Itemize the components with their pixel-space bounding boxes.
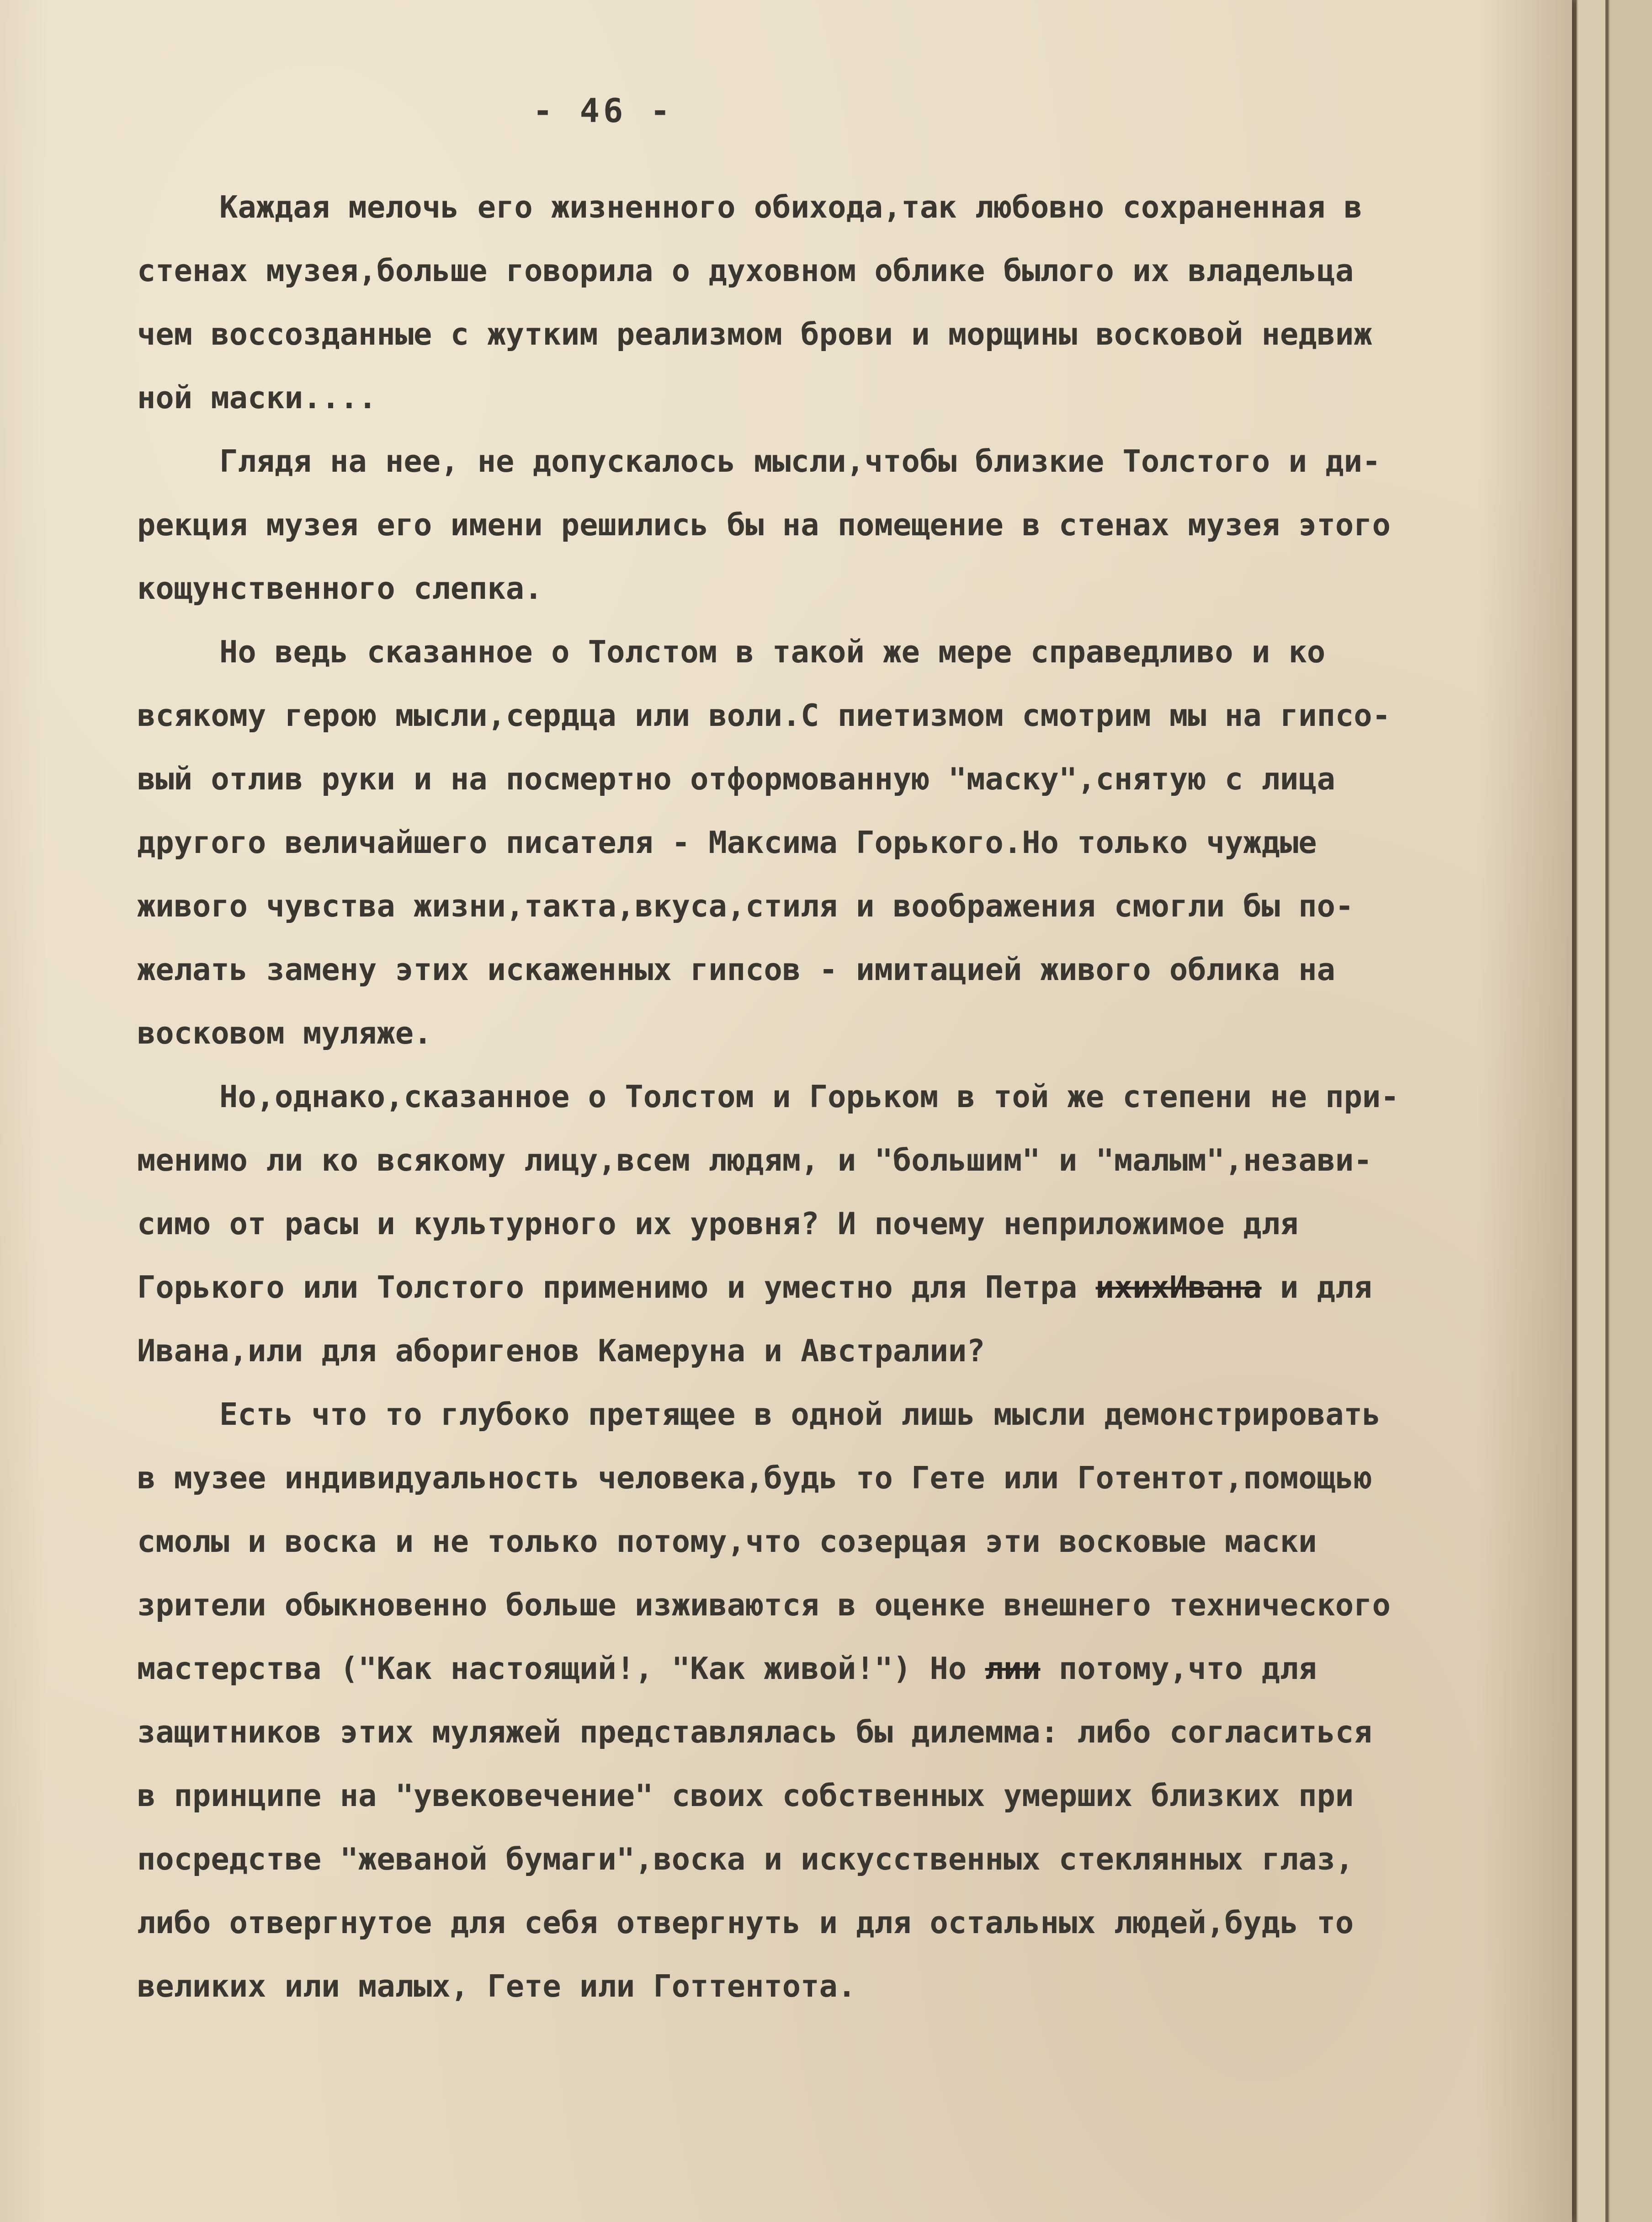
page-number: - 46 - (532, 91, 674, 130)
text-line: либо отвергнутое для себя отвергнуть и для остальных людей,будь то (137, 1905, 1354, 1940)
text-line: живого чувства жизни,такта,вкуса,стиля и воображения смогли бы по- (137, 888, 1354, 924)
text-line: в принципе на "увековечение" своих собственных умерших близких при (137, 1778, 1354, 1813)
text-line: чем воссозданные с жутким реализмом брови и морщины восковой недвиж (137, 316, 1372, 352)
text-line: желать замену этих искаженных гипсов - имитацией живого облика на (137, 952, 1335, 987)
text-line: менимо ли ко всякому лицу,всем людям, и "большим" и "малым",незави- (137, 1142, 1372, 1178)
underlying-sheet (1609, 0, 1652, 2222)
typed-text (137, 91, 1545, 2018)
text-line: великих или малых, Гете или Готтентота. (137, 1968, 856, 2004)
text-line: защитников этих муляжей представлялась бы дилемма: либо согласиться (137, 1714, 1372, 1750)
text-line: в музее индивидуальность человека,будь то Гете или Готентот,помощью (137, 1460, 1372, 1496)
text-line: всякому герою мысли,сердца или воли.С пиетизмом смотрим мы на гипсо- (137, 698, 1391, 733)
text-line: Но,однако,сказанное о Толстом и Горьком в той же степени не при- (219, 1079, 1399, 1114)
text-line: Есть что то глубоко претящее в одной лишь мысли демонстрировать (219, 1396, 1381, 1432)
text-line: Каждая мелочь его жизненного обихода,так любовно сохраненная в (219, 189, 1362, 225)
underlying-sheet (1577, 0, 1605, 2222)
text-line: мастерства ("Как настоящий!, "Как живой!") Но лии потому,что для (137, 1651, 1317, 1686)
text-line: посредстве "жеваной бумаги",воска и искусственных стеклянных глаз, (137, 1841, 1354, 1877)
text-line: кощунственного слепка. (137, 570, 543, 606)
paragraph (137, 430, 1545, 620)
paragraph (137, 176, 1545, 430)
paragraph (137, 1383, 1545, 2018)
text-line: вый отлив руки и на посмертно отформованную "маску",снятую с лица (137, 761, 1335, 797)
struck-out-word: ихихИвана (1095, 1269, 1262, 1305)
text-line: смолы и воска и не только потому,что созерцая эти восковые маски (137, 1524, 1317, 1559)
paragraph (137, 1065, 1545, 1383)
text-line: восковом муляже. (137, 1015, 432, 1051)
text-line: Ивана,или для аборигенов Камеруна и Австралии? (137, 1333, 985, 1369)
text-line: зрители обыкновенно больше изживаются в оценке внешнего технического (137, 1587, 1391, 1623)
body-text (137, 176, 1545, 2018)
text-line: рекция музея его имени решились бы на помещение в стенах музея этого (137, 507, 1391, 543)
text-line: Горького или Толстого применимо и уместно для Петра ихихИвана и для (137, 1269, 1372, 1305)
struck-out-word: лии (985, 1651, 1041, 1686)
text-line: Глядя на нее, не допускалось мысли,чтобы близкие Толстого и ди- (219, 443, 1381, 479)
text-line: ной маски.... (137, 380, 377, 416)
text-line: симо от расы и культурного их уровня? И почему неприложимое для (137, 1206, 1299, 1242)
text-line: другого величайшего писателя - Максима Горького.Но только чуждые (137, 825, 1317, 860)
paragraph (137, 620, 1545, 1065)
text-line: стенах музея,больше говорила о духовном облике былого их владельца (137, 253, 1354, 288)
text-line: Но ведь сказанное о Толстом в такой же мере справедливо и ко (219, 634, 1326, 670)
